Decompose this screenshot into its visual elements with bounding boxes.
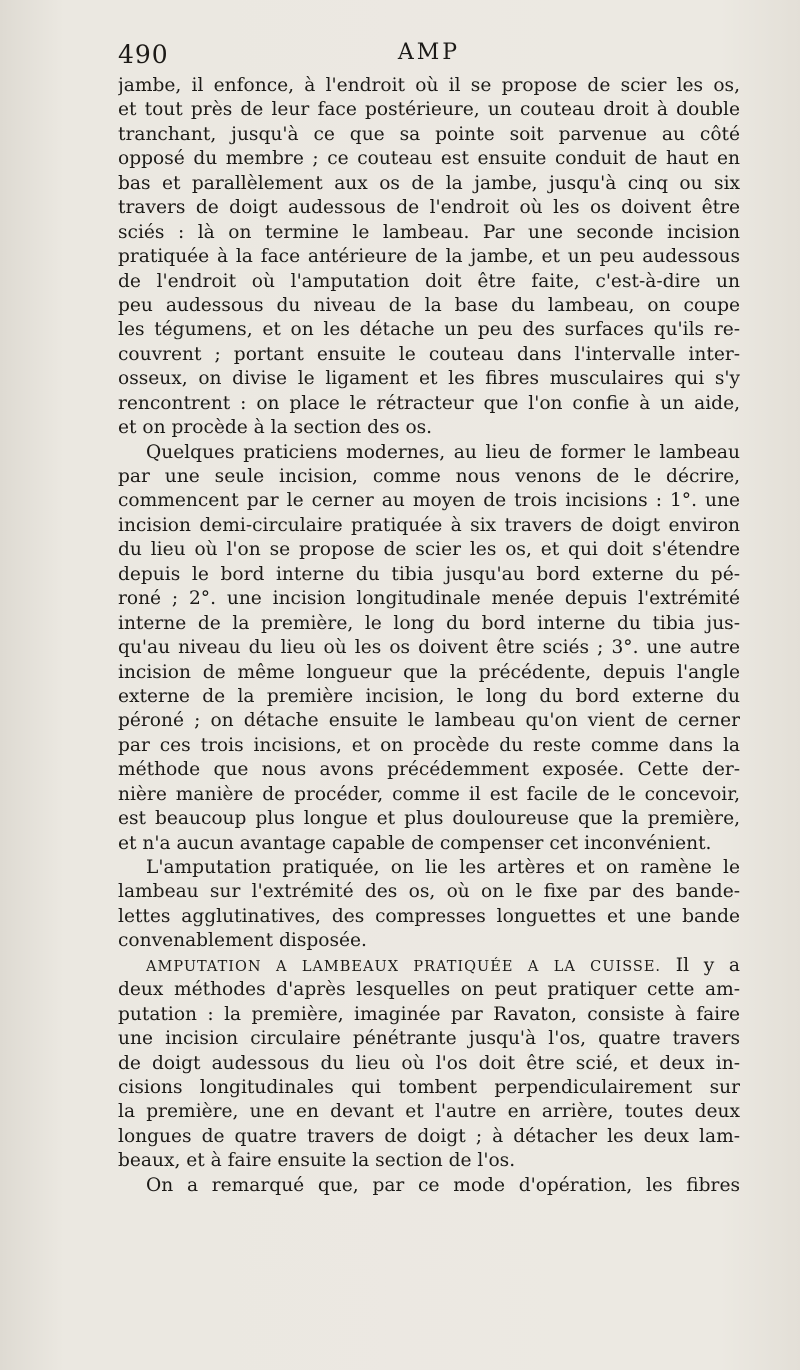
text-line: méthode que nous avons précédemment exposée. Cette der- [118, 759, 740, 781]
text-line: putation : la première, imaginée par Ravaton, consiste à faire [118, 1003, 740, 1025]
text-line: lambeau sur l'extrémité des os, où on le fixe par des bande- [118, 881, 740, 903]
text-line: jambe, il enfonce, à l'endroit où il se propose de scier les os, [118, 75, 740, 96]
text-line: beaux, et à faire ensuite la section de l'os. [118, 1150, 516, 1172]
section-heading: AMPUTATION A LAMBEAUX PRATIQUÉE A LA CUISSE. [146, 958, 662, 975]
body-text [118, 74, 740, 1198]
text-line: depuis le bord interne du tibia jusqu'au bord externe du pé- [118, 563, 740, 585]
text-line: du lieu où l'on se propose de scier les os, et qui doit s'étendre [118, 539, 740, 561]
text-line: par ces trois incisions, et on procède du reste comme dans la [118, 734, 740, 756]
text-line: et n'a aucun avantage capable de compenser cet inconvénient. [118, 832, 712, 854]
text-line: bas et parallèlement aux os de la jambe, jusqu'à cinq ou six [118, 172, 740, 194]
text-line: Quelques praticiens modernes, au lieu de former le lambeau [146, 441, 740, 463]
page-number: 490 [118, 40, 169, 69]
text-line: péroné ; on détache ensuite le lambeau qu'on vient de cerner [118, 710, 740, 732]
text-line: par une seule incision, comme nous venons de le décrire, [118, 466, 740, 487]
text-line: incision de même longueur que la précédente, depuis l'angle [118, 661, 740, 683]
text-line: L'amputation pratiquée, on lie les artères et on ramène le [146, 857, 740, 878]
text-line [118, 954, 740, 978]
running-head [118, 40, 740, 74]
text-line: qu'au niveau du lieu où les os doivent être sciés ; 3°. une autre [118, 637, 740, 659]
text-line: cisions longitudinales qui tombent perpendiculairement sur [118, 1076, 740, 1098]
running-title: AMP [397, 40, 461, 65]
text-line: de l'endroit où l'amputation doit être faite, c'est-à-dire un [118, 270, 740, 292]
text-line: osseux, on divise le ligament et les fibres musculaires qui s'y [118, 368, 740, 390]
text-line: rencontrent : on place le rétracteur que l'on confie à un aide, [118, 392, 740, 414]
text-line: externe de la première incision, le long du bord externe du [118, 685, 740, 707]
text-line: la première, une en devant et l'autre en arrière, toutes deux [118, 1101, 740, 1123]
text-line: travers de doigt audessous de l'endroit où les os doivent être [118, 197, 740, 219]
text-line: couvrent ; portant ensuite le couteau dans l'intervalle inter- [118, 343, 740, 365]
text-line: sciés : là on termine le lambeau. Par une seconde incision [118, 221, 740, 243]
text-line: une incision circulaire pénétrante jusqu'à l'os, quatre travers [118, 1028, 740, 1050]
text-line: lettes agglutinatives, des compresses longuettes et une bande [118, 905, 740, 927]
text-line: commencent par le cerner au moyen de trois incisions : 1°. une [118, 490, 740, 512]
text-line: opposé du membre ; ce couteau est ensuite conduit de haut en [118, 148, 740, 170]
text-line: convenablement disposée. [118, 930, 367, 952]
text-line: nière manière de procéder, comme il est facile de le concevoir, [118, 783, 740, 805]
text-line: incision demi-circulaire pratiquée à six travers de doigt environ [118, 514, 740, 536]
text-line: pratiquée à la face antérieure de la jambe, et un peu audessous [118, 246, 740, 268]
text-line: longues de quatre travers de doigt ; à détacher les deux lam- [118, 1125, 740, 1147]
text-line: de doigt audessous du lieu où l'os doit être scié, et deux in- [118, 1052, 740, 1074]
text-line: deux méthodes d'après lesquelles on peut pratiquer cette am- [118, 979, 740, 1001]
text-line: les tégumens, et on les détache un peu des surfaces qu'ils re- [118, 319, 740, 341]
text-line: et on procède à la section des os. [118, 417, 433, 439]
text-line: est beaucoup plus longue et plus douloureuse que la première, [118, 808, 740, 830]
text-line: tranchant, jusqu'à ce que sa pointe soit parvenue au côté [118, 123, 740, 145]
text-line: roné ; 2°. une incision longitudinale menée depuis l'extrémité [118, 588, 740, 610]
heading-tail-text: Il y a [661, 954, 740, 976]
text-line: peu audessous du niveau de la base du lambeau, on coupe [118, 294, 740, 316]
text-line: On a remarqué que, par ce mode d'opération, les fibres [146, 1174, 740, 1196]
text-line: et tout près de leur face postérieure, un couteau droit à double [118, 99, 740, 121]
text-line: interne de la première, le long du bord interne du tibia jus- [118, 612, 740, 634]
